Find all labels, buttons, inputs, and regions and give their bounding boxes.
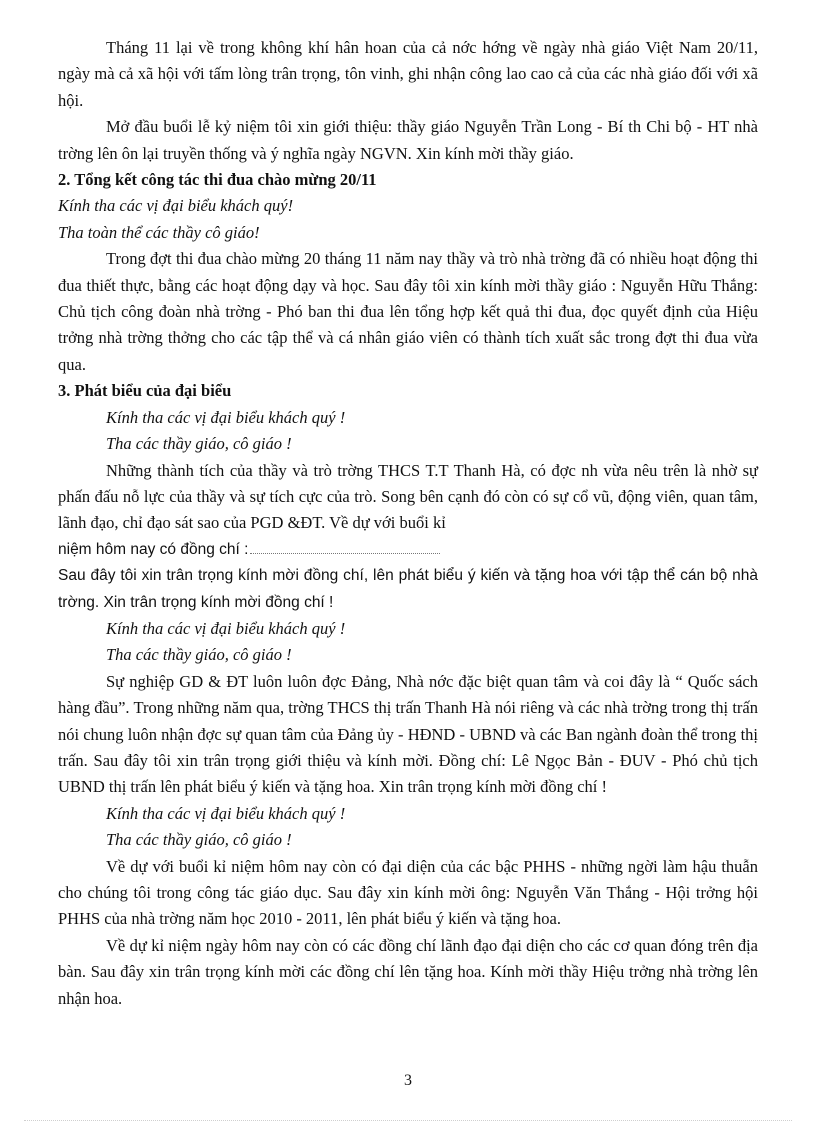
greeting-teachers: Tha các thầy giáo, cô giáo ! xyxy=(106,645,292,665)
paragraph-introduction: Mở đầu buổi lễ kỷ niệm tôi xin giới thiệu: thầy giáo Nguyễn Trần Long - Bí th Chi bộ - HT nhà trờng lên ôn lại truyền thống và ý nghĩa ngày NGVN. Xin kính mời thầy giáo. xyxy=(58,117,758,163)
guest-line-text: niệm hôm nay có đồng chí : xyxy=(58,540,249,558)
paragraph-invitation: Sau đây tôi xin trân trọng kính mời đồng chí, lên phát biểu ý kiến và tặng hoa với tập thể cán bộ nhà trờng. Xin trân trọng kính mời đồng chí ! xyxy=(58,567,758,611)
greeting-guests: Kính tha các vị đại biểu khách quý ! xyxy=(106,407,346,427)
paragraph-parents: Về dự với buổi kỉ niệm hôm nay còn có đại diện của các bậc PHHS - những ngời làm hậu thuẫn cho chúng tôi trong công tác giáo dục. Sau đây xin kính mời ông: Nguyễn Văn Thắng - Hội trởng hội PHHS của nhà trờng năm học 2010 - 2011, lên phát biểu ý kiến và tặng hoa. xyxy=(58,856,758,929)
document-page xyxy=(58,35,758,1012)
paragraph-education-policy: Sự nghiệp GD & ĐT luôn luôn đợc Đảng, Nhà nớc đặc biệt quan tâm và coi đây là “ Quốc sách hàng đầu”. Trong những năm qua, trờng THCS thị trấn Thanh Hà nói riêng và các nhà trờng trong thị trấn nói chung luôn nhận đợc sự quan tâm của Đảng ủy - HĐND - UBND và các Ban ngành đoàn thể trong thị trấn. Sau đây tôi xin trân trọng giới thiệu và kính mời. Đồng chí: Lê Ngọc Bản - ĐUV - Phó chủ tịch UBND thị trấn lên phát biểu ý kiến và tặng hoa. Xin trân trọng kính mời đồng chí ! xyxy=(58,671,758,797)
paragraph-local-leaders: Về dự kỉ niệm ngày hôm nay còn có các đồng chí lãnh đạo đại diện cho các cơ quan đóng trên địa bàn. Sau đây xin trân trọng kính mời các đồng chí lên tặng hoa. Kính mời thầy Hiệu trởng nhà trờng lên nhận hoa. xyxy=(58,935,758,1008)
paragraph-emulation-summary: Trong đợt thi đua chào mừng 20 tháng 11 năm nay thầy và trò nhà trờng đã có nhiều hoạt động thi đua thiết thực, bằng các hoạt động dạy và học. Sau đây tôi xin kính mời thầy giáo : Nguyễn Hữu Thắng: Chủ tịch công đoàn nhà trờng - Phó ban thi đua lên tổng hợp kết quả thi đua, đọc quyết định của Hiệu trởng nhà trờng thởng cho các tập thể và cá nhân giáo viên có thành tích xuất sắc trong đợt thi đua vừa qua. xyxy=(58,249,758,374)
page-number: 3 xyxy=(404,1072,412,1089)
greeting-guests: Kính tha các vị đại biểu khách quý! xyxy=(58,196,294,216)
greeting-teachers: Tha toàn thể các thầy cô giáo! xyxy=(58,222,260,242)
greeting-teachers: Tha các thầy giáo, cô giáo ! xyxy=(106,434,292,454)
greeting-guests: Kính tha các vị đại biểu khách quý ! xyxy=(106,803,346,823)
greeting-guests: Kính tha các vị đại biểu khách quý ! xyxy=(106,618,346,638)
section-heading-3: 3. Phát biểu của đại biểu xyxy=(58,381,232,401)
paragraph-achievements: Những thành tích của thầy và trò trờng THCS T.T Thanh Hà, có đợc nh vừa nêu trên là nhờ sự phấn đấu nỗ lực của thầy và sự tích cực của trò. Song bên cạnh đó còn có sự cổ vũ, động viên, quan tâm, lãnh đạo, chỉ đạo sát sao của PGD &ĐT. Về dự với buổi kỉ xyxy=(58,460,758,533)
page-bottom-border xyxy=(24,1120,792,1121)
paragraph-opening: Tháng 11 lại về trong không khí hân hoan của cả nớc hớng về ngày nhà giáo Việt Nam 20/11, ngày mà cả xã hội với tấm lòng trân trọng, tôn vinh, ghi nhận công lao cao cả của các nhà giáo đối với xã hội. xyxy=(58,38,758,110)
section-heading-2: 2. Tổng kết công tác thi đua chào mừng 20/11 xyxy=(58,170,377,190)
greeting-teachers: Tha các thầy giáo, cô giáo ! xyxy=(106,830,292,850)
paragraph-guest-line xyxy=(58,537,758,563)
fill-in-dotted-line xyxy=(250,552,440,554)
